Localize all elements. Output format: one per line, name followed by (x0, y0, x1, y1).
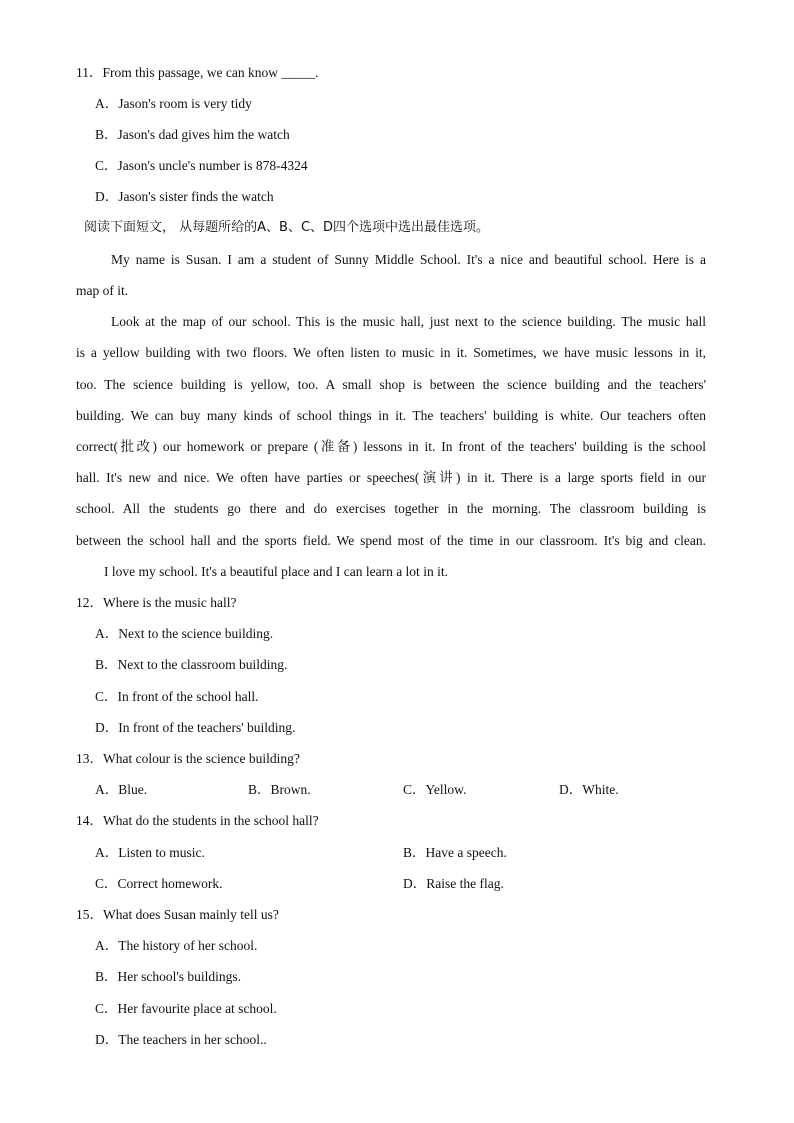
passage-p2-line-1: Look at the map of our school. This is the music hall, just next to the science building. The music hall (111, 314, 706, 329)
question-11-option-c: C．Jason's uncle's number is 878-4324 (95, 158, 308, 173)
passage-p2-line-7: school. All the students go there and do exercises together in the morning. The classroom building is (76, 501, 706, 516)
passage-p3: I love my school. It's a beautiful place and I can learn a lot in it. (104, 564, 448, 579)
question-13-option-d: D．White. (559, 782, 619, 797)
question-13-stem: 13．What colour is the science building? (76, 751, 300, 766)
question-12-option-a: A．Next to the science building. (95, 626, 274, 641)
reading-instruction: 阅读下面短文， 从每题所给的A、B、C、D四个选项中选出最佳选项。 (84, 220, 490, 235)
passage-p1-line-1: My name is Susan. I am a student of Sunny Middle School. It's a nice and beautiful school. Here is a (111, 252, 706, 267)
question-15-option-b: B．Her school's buildings. (95, 969, 242, 984)
question-12-option-c: C．In front of the school hall. (95, 689, 259, 704)
question-14-option-a: A．Listen to music. (95, 845, 205, 860)
passage-p2-line-4: building. We can buy many kinds of school things in it. The teachers' building is white. Our teachers often (76, 408, 706, 423)
question-12-option-b: B．Next to the classroom building. (95, 657, 288, 672)
passage-p2-line-6: hall. It's new and nice. We often have parties or speeches(演讲) in it. There is a large sports field in our (76, 470, 706, 485)
passage-p2-line-3: too. The science building is yellow, too. A small shop is between the science building and the teachers' (76, 377, 706, 392)
question-14-option-c: C．Correct homework. (95, 876, 223, 891)
question-11-option-b: B．Jason's dad gives him the watch (95, 127, 290, 142)
question-13-option-b: B．Brown. (248, 782, 311, 797)
question-11-option-a: A．Jason's room is very tidy (95, 96, 252, 111)
question-11-stem: 11．From this passage, we can know _____. (76, 65, 319, 80)
question-11-option-d: D．Jason's sister finds the watch (95, 189, 274, 204)
question-14-option-d: D．Raise the flag. (403, 876, 504, 891)
question-13-option-c: C．Yellow. (403, 782, 467, 797)
passage-p2-line-2: is a yellow building with two floors. We often listen to music in it. Sometimes, we have music lessons in it, (76, 345, 706, 360)
passage-p2-line-5: correct(批改) our homework or prepare (准备) lessons in it. In front of the teachers' building is the school (76, 439, 706, 454)
question-14-stem: 14．What do the students in the school hall? (76, 813, 319, 828)
passage-p2-line-8: between the school hall and the sports field. We spend most of the time in our classroom. It's big and clean. (76, 533, 706, 548)
question-13-option-a: A．Blue. (95, 782, 148, 797)
question-15-option-d: D．The teachers in her school.. (95, 1032, 267, 1047)
question-12-stem: 12．Where is the music hall? (76, 595, 237, 610)
question-15-option-c: C．Her favourite place at school. (95, 1001, 277, 1016)
question-15-option-a: A．The history of her school. (95, 938, 258, 953)
question-15-stem: 15．What does Susan mainly tell us? (76, 907, 279, 922)
passage-p1-line-2: map of it. (76, 283, 129, 298)
question-14-option-b: B．Have a speech. (403, 845, 507, 860)
question-12-option-d: D．In front of the teachers' building. (95, 720, 296, 735)
